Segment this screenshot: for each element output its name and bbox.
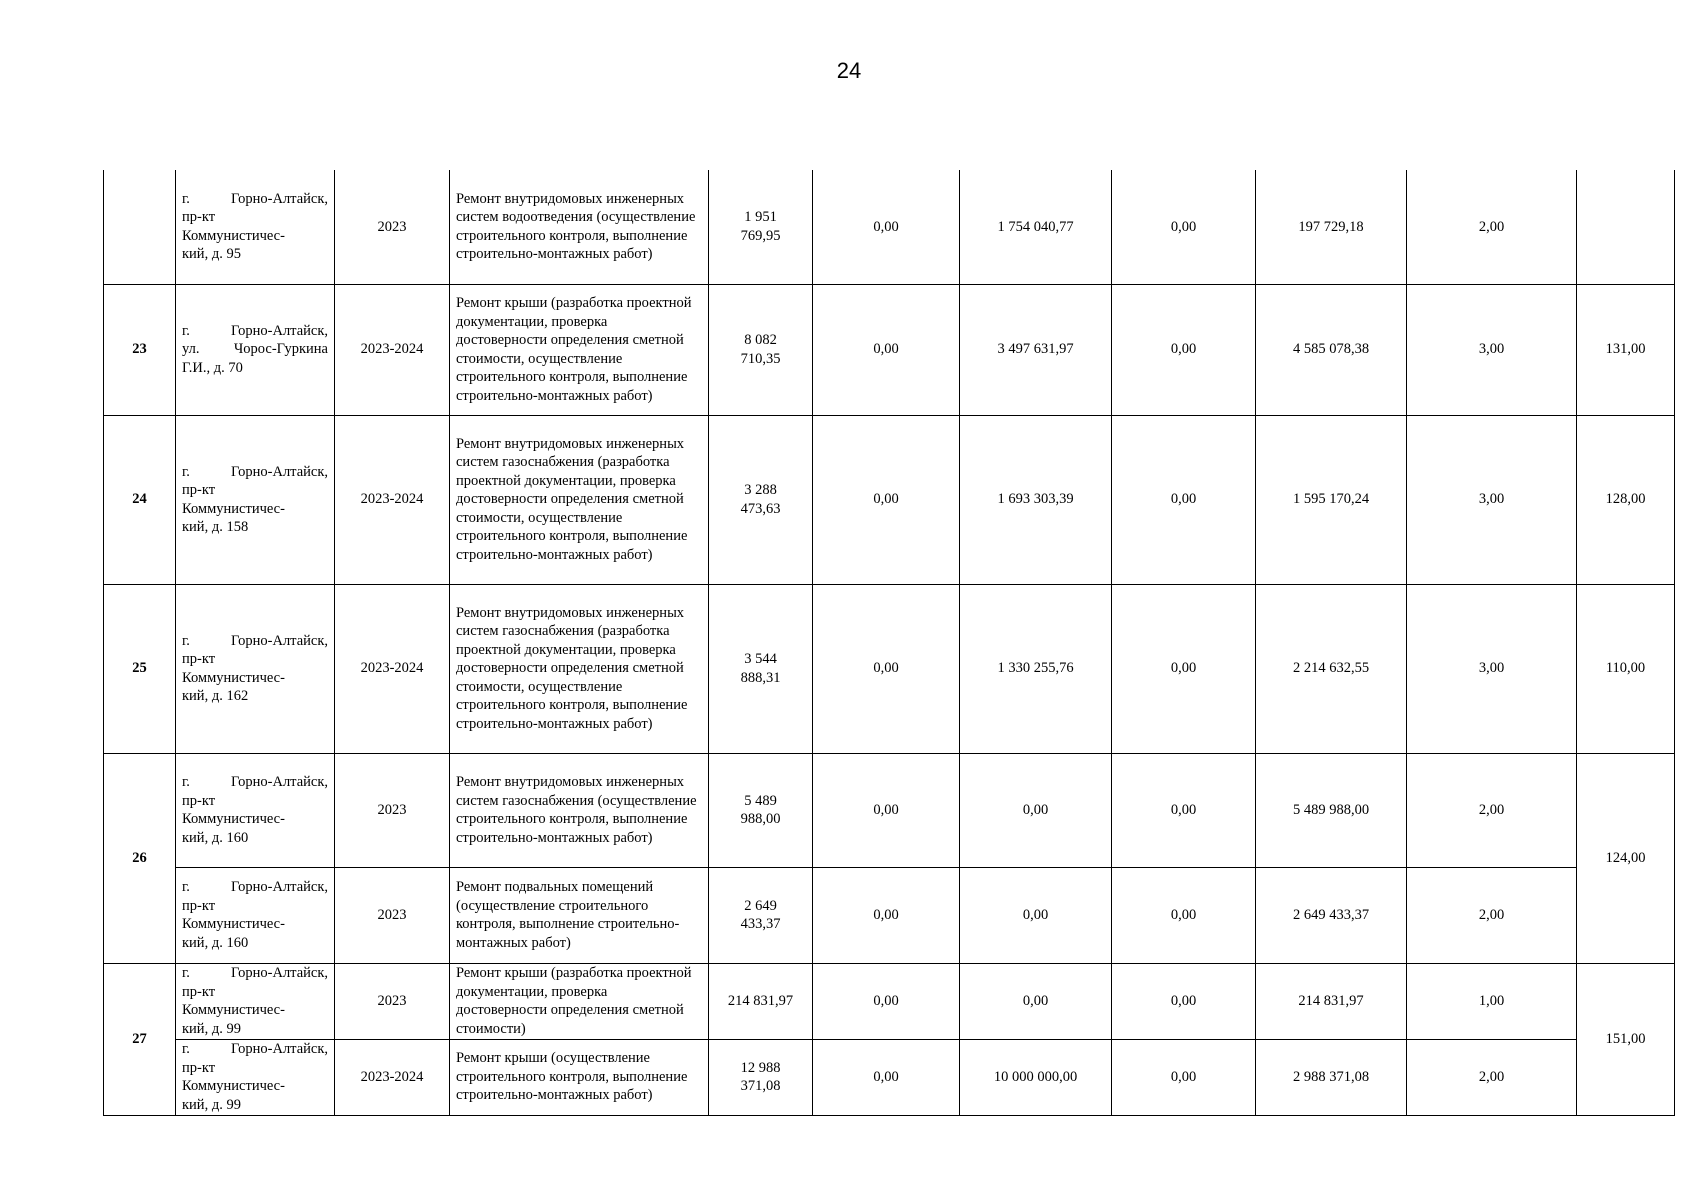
amount-cell-1: 0,00 <box>813 753 960 867</box>
amount-cell-1: 0,00 <box>813 170 960 284</box>
amount-cell-3: 0,00 <box>1112 284 1256 415</box>
period-cell: 2023-2024 <box>335 415 450 584</box>
amount-cell-2: 1 330 255,76 <box>960 584 1112 753</box>
row-number-cell: 24 <box>104 415 176 584</box>
address-cell: г. Горно-Алтайск, пр-кт Коммунистичес- кий, д. 162 <box>176 584 335 753</box>
amount-cell-4: 2 988 371,08 <box>1256 1039 1407 1115</box>
last-value-cell: 151,00 <box>1577 963 1675 1115</box>
address-cell: г. Горно-Алтайск, ул. Чорос-Гуркина Г.И., д. 70 <box>176 284 335 415</box>
amount-cell-2: 1 693 303,39 <box>960 415 1112 584</box>
last-value-cell: 110,00 <box>1577 584 1675 753</box>
total-cost-cell: 214 831,97 <box>709 963 813 1039</box>
total-cost-cell: 12 988 371,08 <box>709 1039 813 1115</box>
amount-cell-4: 197 729,18 <box>1256 170 1407 284</box>
row-number-cell <box>104 170 176 284</box>
amount-cell-3: 0,00 <box>1112 170 1256 284</box>
table-row <box>104 1039 1675 1115</box>
address-cell: г. Горно-Алтайск, пр-кт Коммунистичес- кий, д. 99 <box>176 1039 335 1115</box>
total-cost-cell: 8 082 710,35 <box>709 284 813 415</box>
period-cell: 2023-2024 <box>335 1039 450 1115</box>
table-row <box>104 963 1675 1039</box>
total-cost-cell: 3 544 888,31 <box>709 584 813 753</box>
amount-cell-3: 0,00 <box>1112 584 1256 753</box>
amount-cell-4: 2 649 433,37 <box>1256 867 1407 963</box>
amount-cell-4: 5 489 988,00 <box>1256 753 1407 867</box>
amount-cell-4: 1 595 170,24 <box>1256 415 1407 584</box>
work-description-cell: Ремонт внутридомовых инженерных систем газоснабжения (разработка проектной документации, проверка достоверности определения сметной стоимости, осуществление строительного контроля, выполнение строительно-монтажных работ) <box>450 415 709 584</box>
amount-cell-5: 2,00 <box>1407 170 1577 284</box>
amount-cell-1: 0,00 <box>813 1039 960 1115</box>
amount-cell-5: 3,00 <box>1407 284 1577 415</box>
table-row <box>104 170 1675 284</box>
work-description-cell: Ремонт внутридомовых инженерных систем водоотведения (осуществление строительного контроля, выполнение строительно-монтажных работ) <box>450 170 709 284</box>
table-row <box>104 415 1675 584</box>
period-cell: 2023-2024 <box>335 584 450 753</box>
period-cell: 2023 <box>335 170 450 284</box>
amount-cell-4: 4 585 078,38 <box>1256 284 1407 415</box>
table-row <box>104 284 1675 415</box>
work-description-cell: Ремонт крыши (разработка проектной документации, проверка достоверности определения сметной стоимости) <box>450 963 709 1039</box>
amount-cell-1: 0,00 <box>813 867 960 963</box>
table-row <box>104 753 1675 867</box>
period-cell: 2023-2024 <box>335 284 450 415</box>
page-number: 24 <box>836 58 862 83</box>
total-cost-cell: 3 288 473,63 <box>709 415 813 584</box>
row-number-cell: 25 <box>104 584 176 753</box>
total-cost-cell: 1 951 769,95 <box>709 170 813 284</box>
amount-cell-3: 0,00 <box>1112 415 1256 584</box>
period-cell: 2023 <box>335 867 450 963</box>
amount-cell-3: 0,00 <box>1112 867 1256 963</box>
amount-cell-2: 0,00 <box>960 753 1112 867</box>
amount-cell-5: 2,00 <box>1407 867 1577 963</box>
amount-cell-1: 0,00 <box>813 284 960 415</box>
total-cost-cell: 2 649 433,37 <box>709 867 813 963</box>
amount-cell-2: 10 000 000,00 <box>960 1039 1112 1115</box>
address-cell: г. Горно-Алтайск, пр-кт Коммунистичес- кий, д. 158 <box>176 415 335 584</box>
amount-cell-4: 214 831,97 <box>1256 963 1407 1039</box>
amount-cell-5: 3,00 <box>1407 584 1577 753</box>
last-value-cell <box>1577 170 1675 284</box>
work-description-cell: Ремонт внутридомовых инженерных систем газоснабжения (осуществление строительного контроля, выполнение строительно-монтажных работ) <box>450 753 709 867</box>
amount-cell-5: 2,00 <box>1407 1039 1577 1115</box>
amount-cell-2: 0,00 <box>960 963 1112 1039</box>
amount-cell-2: 3 497 631,97 <box>960 284 1112 415</box>
last-value-cell: 128,00 <box>1577 415 1675 584</box>
last-value-cell: 131,00 <box>1577 284 1675 415</box>
table-body <box>104 170 1675 1115</box>
amount-cell-1: 0,00 <box>813 584 960 753</box>
total-cost-cell: 5 489 988,00 <box>709 753 813 867</box>
amount-cell-3: 0,00 <box>1112 1039 1256 1115</box>
repair-register-table <box>103 170 1675 1116</box>
work-description-cell: Ремонт внутридомовых инженерных систем газоснабжения (разработка проектной документации, проверка достоверности определения сметной стоимости, осуществление строительного контроля, выполнение строительно-монтажных работ) <box>450 584 709 753</box>
row-number-cell: 27 <box>104 963 176 1115</box>
address-cell: г. Горно-Алтайск, пр-кт Коммунистичес- кий, д. 160 <box>176 867 335 963</box>
amount-cell-5: 2,00 <box>1407 753 1577 867</box>
table-row <box>104 584 1675 753</box>
amount-cell-2: 0,00 <box>960 867 1112 963</box>
work-description-cell: Ремонт крыши (осуществление строительного контроля, выполнение строительно-монтажных работ) <box>450 1039 709 1115</box>
amount-cell-5: 1,00 <box>1407 963 1577 1039</box>
amount-cell-3: 0,00 <box>1112 753 1256 867</box>
amount-cell-4: 2 214 632,55 <box>1256 584 1407 753</box>
amount-cell-3: 0,00 <box>1112 963 1256 1039</box>
period-cell: 2023 <box>335 753 450 867</box>
work-description-cell: Ремонт подвальных помещений (осуществление строительного контроля, выполнение строительно-монтажных работ) <box>450 867 709 963</box>
period-cell: 2023 <box>335 963 450 1039</box>
last-value-cell: 124,00 <box>1577 753 1675 963</box>
amount-cell-2: 1 754 040,77 <box>960 170 1112 284</box>
address-cell: г. Горно-Алтайск, пр-кт Коммунистичес- кий, д. 95 <box>176 170 335 284</box>
row-number-cell: 23 <box>104 284 176 415</box>
work-description-cell: Ремонт крыши (разработка проектной документации, проверка достоверности определения сметной стоимости, осуществление строительного контроля, выполнение строительно-монтажных работ) <box>450 284 709 415</box>
amount-cell-5: 3,00 <box>1407 415 1577 584</box>
amount-cell-1: 0,00 <box>813 415 960 584</box>
table-row <box>104 867 1675 963</box>
row-number-cell: 26 <box>104 753 176 963</box>
amount-cell-1: 0,00 <box>813 963 960 1039</box>
address-cell: г. Горно-Алтайск, пр-кт Коммунистичес- кий, д. 99 <box>176 963 335 1039</box>
address-cell: г. Горно-Алтайск, пр-кт Коммунистичес- кий, д. 160 <box>176 753 335 867</box>
